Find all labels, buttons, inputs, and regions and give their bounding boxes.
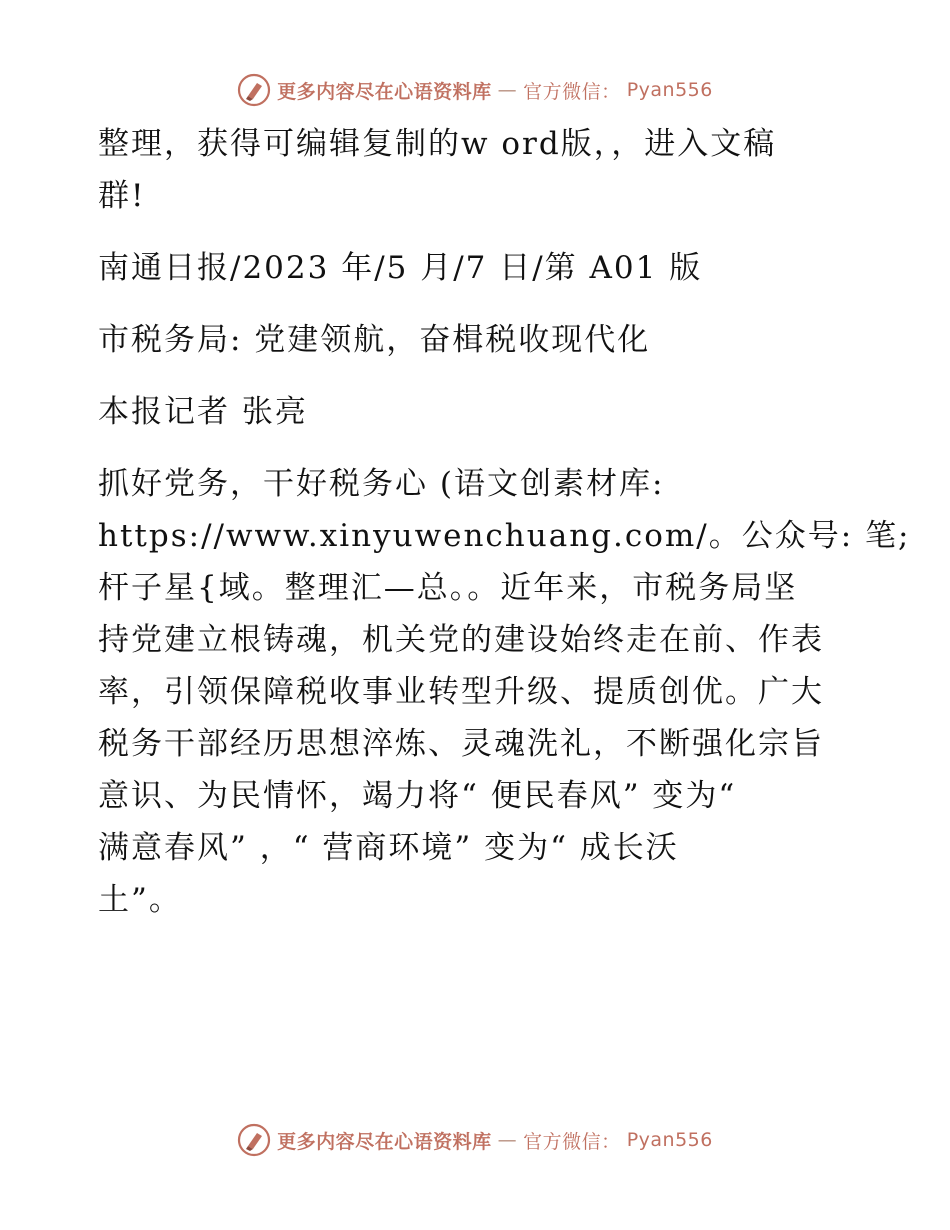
source-paragraph [98, 242, 858, 294]
byline-paragraph [98, 386, 858, 438]
body-line: 持党建立根铸魂，机关党的建设始终走在前、作表 [98, 622, 824, 658]
intro-paragraph [98, 118, 858, 222]
article-byline: 本报记者 张亮 [98, 394, 308, 430]
body-line: 意识、为民情怀，竭力将“ 便民春风” 变为“ [98, 778, 737, 814]
intro-line: 整理，获得可编辑复制的w ord版，，进入文稿 [98, 126, 777, 162]
intro-line: 群! [98, 178, 146, 214]
article-headline: 市税务局: 党建领航，奋楫税收现代化 [98, 322, 651, 358]
headline-paragraph [98, 314, 858, 366]
body-line: 杆子星{域。整理汇—总。。近年来，市税务局坚 [98, 570, 798, 606]
body-paragraph [98, 458, 911, 926]
body-line: 率，引领保障税收事业转型升级、提质创优。广大 [98, 674, 824, 710]
body-line: 土”。 [98, 882, 182, 918]
source-line: 南通日报/2023 年/5 月/7 日/第 A01 版 [98, 250, 703, 286]
pen-nib-icon [237, 1123, 271, 1157]
watermark-separator: — [497, 1129, 518, 1151]
watermark-wechat-id: Pyan556 [626, 79, 713, 101]
document-body [98, 118, 911, 946]
watermark-wechat-label: 官方微信： [523, 1130, 621, 1153]
body-line: 满意春风” ，“ 营商环境” 变为“ 成长沃 [98, 830, 679, 866]
watermark-header [0, 70, 950, 110]
pen-nib-icon [237, 73, 271, 107]
body-line: https://www.xinyuwenchuang.com/。公众号: 笔; [98, 518, 911, 554]
watermark-separator: — [497, 79, 518, 101]
body-line: 抓好党务，干好税务心 (语文创素材库: [98, 466, 665, 502]
body-line: 税务干部经历思想淬炼、灵魂洗礼，不断强化宗旨 [98, 726, 824, 762]
watermark-footer [0, 1120, 950, 1160]
watermark-wechat-label: 官方微信： [523, 80, 621, 103]
watermark-main-text: 更多内容尽在心语资料库 [277, 80, 492, 103]
watermark-wechat-id: Pyan556 [626, 1129, 713, 1151]
watermark-main-text: 更多内容尽在心语资料库 [277, 1130, 492, 1153]
